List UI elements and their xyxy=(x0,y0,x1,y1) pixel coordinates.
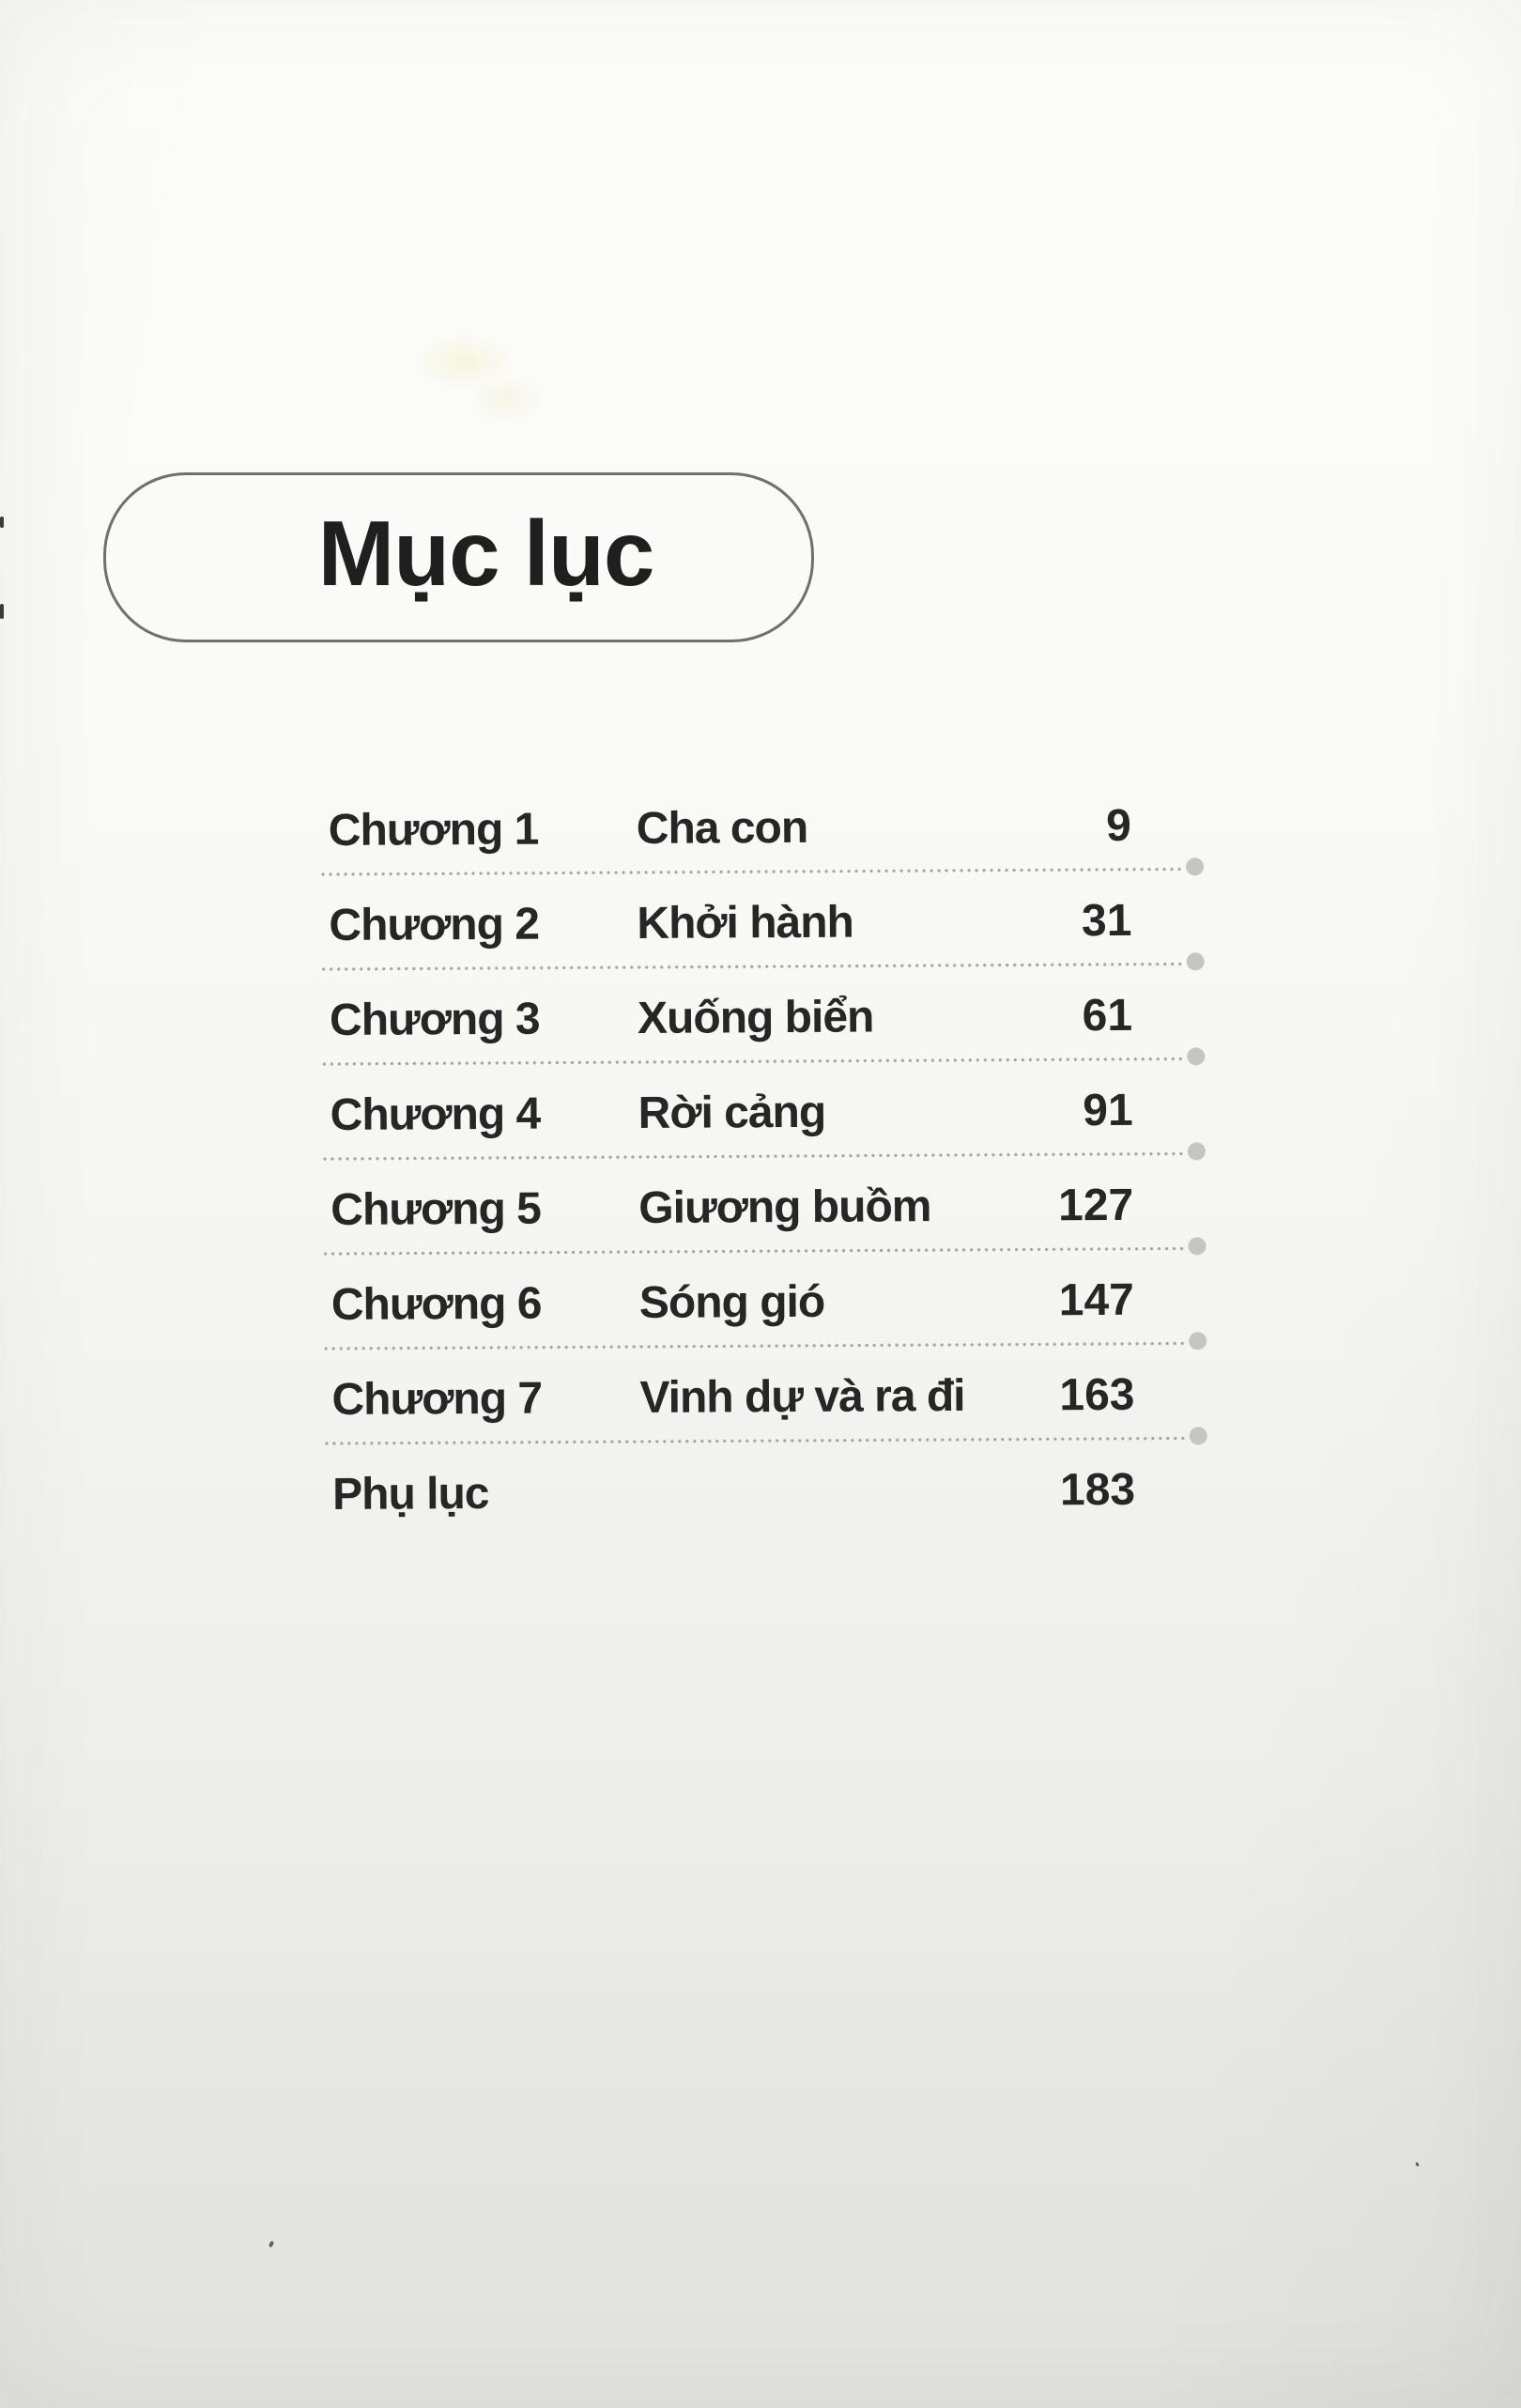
page-title: Mục lục xyxy=(317,501,654,605)
chapter-label: Chương 3 xyxy=(329,994,540,1046)
page-number: 31 xyxy=(1081,895,1132,947)
toc-row xyxy=(332,1443,1136,1542)
page-number: 163 xyxy=(1059,1369,1135,1421)
chapter-label: Phụ lục xyxy=(331,1468,489,1520)
scan-edge-artifact xyxy=(0,517,4,528)
chapter-label: Chương 2 xyxy=(329,899,540,951)
separator-end-dot xyxy=(1187,1047,1205,1065)
toc-row xyxy=(329,779,1132,878)
toc-row xyxy=(329,873,1132,973)
paper-smudge xyxy=(469,376,545,423)
chapter-label: Chương 4 xyxy=(330,1088,541,1141)
chapter-label: Chương 1 xyxy=(328,804,539,857)
scan-edge-artifact xyxy=(0,604,4,619)
chapter-title: Xuống biển xyxy=(637,992,874,1043)
paper-smudge xyxy=(413,333,516,390)
chapter-title xyxy=(640,1490,985,1492)
page-number: 61 xyxy=(1082,990,1133,1042)
separator-end-dot xyxy=(1190,1427,1207,1444)
chapter-title: Sóng gió xyxy=(638,1276,825,1328)
chapter-label: Chương 6 xyxy=(330,1278,542,1330)
chapter-title: Khởi hành xyxy=(637,897,854,949)
title-plate xyxy=(103,472,814,642)
toc-row xyxy=(330,968,1133,1068)
paper-speck xyxy=(269,2240,275,2247)
separator-end-dot xyxy=(1189,1237,1206,1255)
chapter-title: Rời cảng xyxy=(638,1087,826,1138)
chapter-title: Cha con xyxy=(636,802,808,855)
chapter-label: Chương 7 xyxy=(331,1373,543,1425)
chapter-title: Giương buồm xyxy=(638,1181,931,1233)
paper-speck xyxy=(1415,2162,1420,2168)
toc-row xyxy=(330,1063,1133,1163)
separator-end-dot xyxy=(1187,952,1205,970)
separator-end-dot xyxy=(1186,857,1204,875)
toc-row xyxy=(331,1348,1135,1447)
page-number: 9 xyxy=(1105,800,1131,851)
separator-end-dot xyxy=(1189,1332,1206,1350)
separator-end-dot xyxy=(1188,1142,1206,1160)
page-number: 147 xyxy=(1058,1274,1135,1326)
toc-list xyxy=(329,779,1136,1542)
chapter-title: Vinh dự và ra đi xyxy=(639,1370,965,1423)
toc-row xyxy=(330,1158,1134,1258)
page-number: 127 xyxy=(1058,1180,1134,1231)
chapter-label: Chương 5 xyxy=(330,1183,542,1235)
toc-row xyxy=(331,1253,1135,1352)
page-number: 183 xyxy=(1059,1464,1136,1516)
page-number: 91 xyxy=(1083,1085,1133,1136)
